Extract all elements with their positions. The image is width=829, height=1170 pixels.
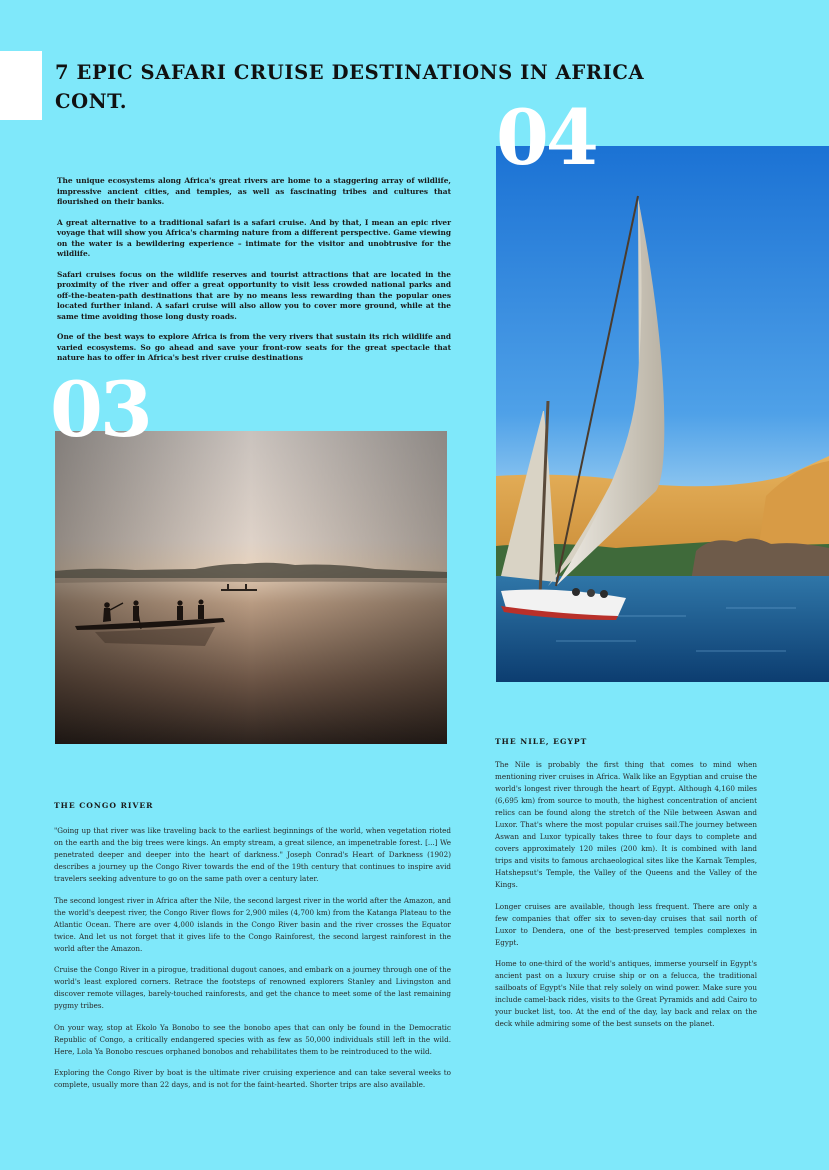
nile-felucca-photo [496, 146, 829, 682]
congo-heading: THE CONGO RIVER [54, 801, 154, 810]
section-number-03: 03 [50, 365, 150, 454]
nile-paragraph: The Nile is probably the first thing that comes to mind when mentioning river cruises in Africa. Walk like an Egyptian and cruise the world's longest river through the heart of Egypt. Although 4,160 miles (6,695 km) from source to mouth, the highest concentration of ancient relics can be found along the stretch of the Nile between Aswan and Luxor. That's where the most popular cruises sail.The journey between Aswan and Luxor typically takes three to four days to complete and covers approximately 120 miles (200 km). It is combined with land trips and visits to famous archaeological sites like the Karnak Temples, Hatshepsut's Temple, the Valley of the Queens and the Valley of the Kings. [495, 760, 757, 889]
congo-paragraph: On your way, stop at Ekolo Ya Bonobo to see the bonobo apes that can only be found in the Democratic Republic of Congo, a critically endangered species with as few as 50,000 individuals still left in the wild. Here, Lola Ya Bonobo rescues orphaned bonobos and rehabilitates them to be reintroduced to the wild. [54, 1022, 451, 1056]
intro-text [57, 176, 451, 374]
nile-paragraph: Home to one-third of the world's antiques, immerse yourself in Egypt's ancient past on a luxury cruise ship or on a felucca, the traditional sailboats of Egypt's Nile that rely solely on wind power. Make sure you include camel-back rides, visits to the Great Pyramids and add Cairo to your bucket list, too. At the end of the day, lay back and relax on the deck while admiring some of the best sunsets on the planet. [495, 959, 757, 1028]
congo-river-photo [55, 431, 447, 744]
congo-paragraph: "Going up that river was like traveling back to the earliest beginnings of the world, when vegetation rioted on the earth and the big trees were kings. An empty stream, a great silence, an impenetrable forest. [...] We penetrated deeper and deeper into the heart of darkness." Joseph Conrad's Heart of Darkness (1902) describes a journey up the Congo River towards the end of the 19th century that continues to inspire avid travelers seeking adventure to go on the same path over a century later. [54, 826, 451, 883]
corner-tab [0, 51, 42, 120]
intro-paragraph: One of the best ways to explore Africa is from the very rivers that sustain its rich wildlife and varied ecosystems. So go ahead and save your front-row seats for the great spectacle that nature has to offer in Africa's best river cruise destinations [57, 332, 451, 362]
nile-article [495, 759, 757, 1040]
nile-heading: THE NILE, EGYPT [495, 737, 588, 746]
page-title: 7 EPIC SAFARI CRUISE DESTINATIONS IN AFRICA CONT. [55, 61, 645, 113]
congo-paragraph: The second longest river in Africa after the Nile, the second largest river in the world after the Amazon, and the world's deepest river, the Congo River flows for 2,900 miles (4,700 km) from the Katanga Plateau to the Atlantic Ocean. There are over 4,000 islands in the Congo River basin and the river crosses the Equator twice. And let us not forget that it gives life to the Congo Rainforest, the second largest rainforest in the world after the Amazon. [54, 895, 451, 953]
congo-paragraph: Cruise the Congo River in a pirogue, traditional dugout canoes, and embark on a journey through one of the world's least explored corners. Retrace the footsteps of renowned explorers Stanley and Livingston and discover remote villages, barely-touched rainforests, and get the chance to meet some of the last remaining pygmy tribes. [54, 965, 451, 1010]
nile-paragraph: Longer cruises are available, though less frequent. There are only a few companies that offer six to seven-day cruises that sail north of Luxor to Dendera, one of the best-preserved temples complexes in Egypt. [495, 901, 757, 947]
intro-paragraph: Safari cruises focus on the wildlife reserves and tourist attractions that are located in the proximity of the river and offer a great opportunity to visit less crowded national parks and off-the-beaten-path destinations that are by no means less rewarding than the popular ones located further inland. A safari cruise will also allow you to cover more ground, while at the same time avoiding those long dusty roads. [57, 269, 451, 321]
section-number-04: 04 [496, 93, 596, 182]
intro-paragraph: The unique ecosystems along Africa's great rivers are home to a staggering array of wildlife, impressive ancient cities, and temples, as well as fascinating tribes and cultures that flourished on their banks. [57, 176, 451, 206]
intro-paragraph: A great alternative to a traditional safari is a safari cruise. And by that, I mean an epic river voyage that will show you Africa's charming nature from a different perspective. Game viewing on the water is a bewildering experience – intimate for the visitor and unobtrusive for the wildlife. [57, 217, 451, 258]
congo-paragraph: Exploring the Congo River by boat is the ultimate river cruising experience and can take several weeks to complete, usually more than 22 days, and is not for the faint-hearted. Shorter trips are also available. [54, 1068, 451, 1089]
congo-article [54, 825, 451, 1101]
